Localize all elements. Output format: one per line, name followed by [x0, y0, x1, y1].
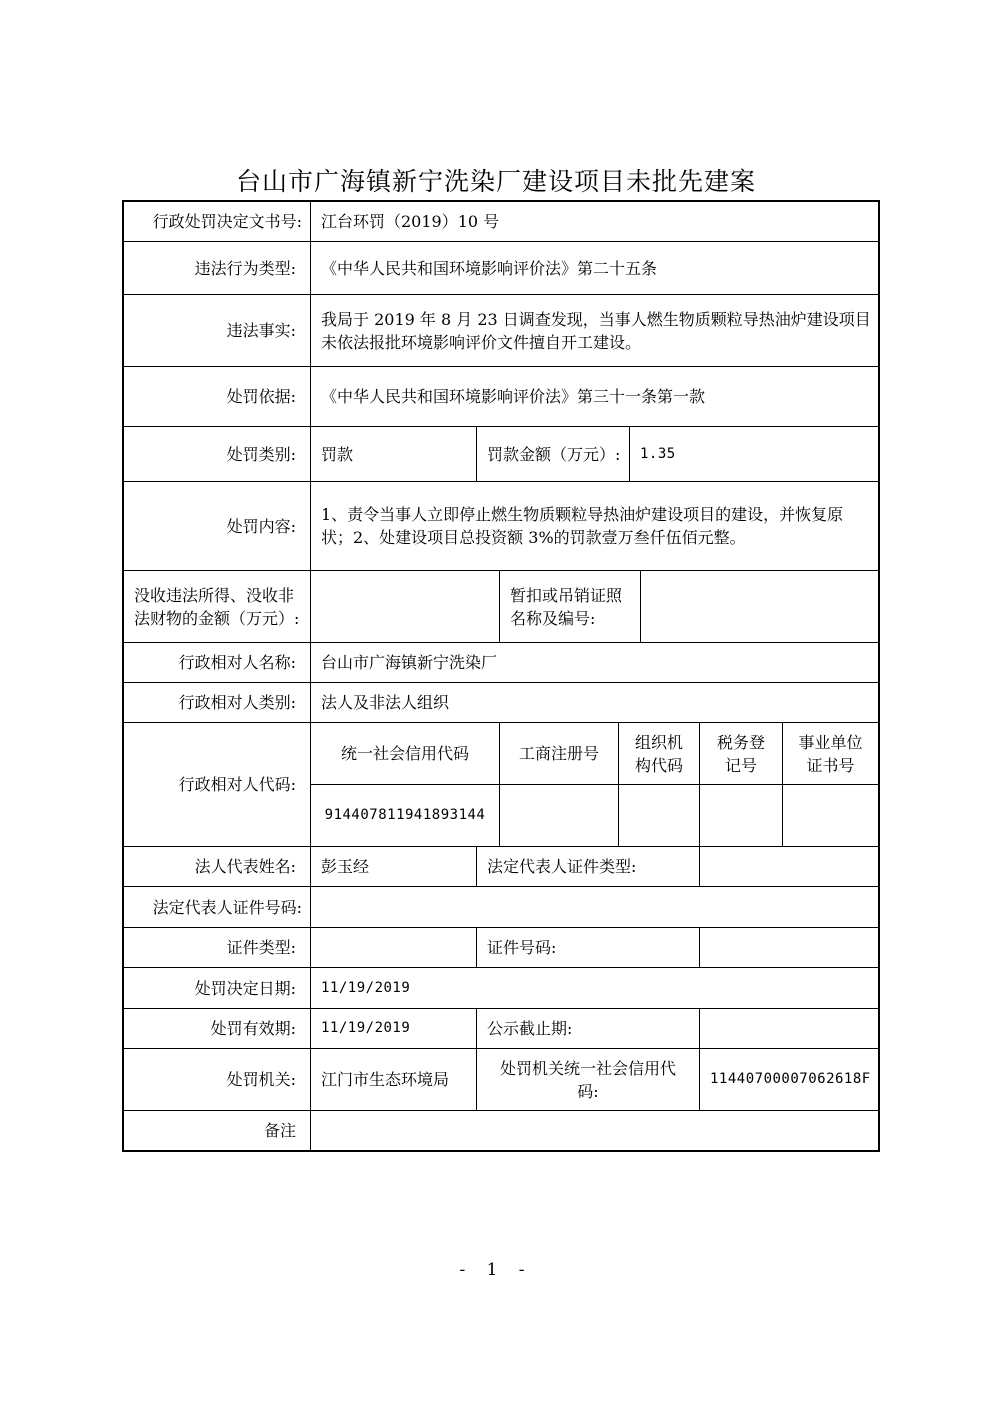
content-value: 1、责令当事人立即停止燃生物质颗粒导热油炉建设项目的建设，并恢复原状；2、处建设项目总投资额 3%的罚款壹万叁仟伍佰元整。: [321, 505, 844, 547]
page-number: - 1 -: [459, 1260, 533, 1280]
deadline-value: [700, 1009, 878, 1048]
authority-code-label: 处罚机关统一社会信用代码:: [499, 1058, 676, 1101]
document-title: 台山市广海镇新宁洗染厂建设项目未批先建案: [235, 167, 756, 196]
remark-value: [311, 1111, 878, 1150]
code-header-credit: 统一社会信用代码: [340, 744, 469, 763]
facts-label: 违法事实:: [226, 321, 296, 340]
fine-label: 罚款金额（万元）:: [487, 444, 621, 464]
code-value-tax: [700, 785, 782, 846]
code-header-business-reg: 工商注册号: [518, 744, 599, 763]
party-name-label: 行政相对人名称:: [178, 653, 296, 672]
code-value-business-reg: [500, 785, 618, 846]
penalty-table: [122, 200, 880, 1152]
rep-cert-no-value: [311, 887, 878, 927]
rep-cert-type-value: [700, 847, 878, 886]
cert-type-value: [311, 928, 476, 967]
authority-label: 处罚机关:: [226, 1070, 296, 1089]
content-label: 处罚内容:: [226, 516, 296, 536]
violation-type-value: 《中华人民共和国环境影响评价法》第二十五条: [321, 258, 658, 278]
legal-rep-label: 法人代表姓名:: [194, 857, 296, 876]
party-code-label: 行政相对人代码:: [178, 775, 296, 794]
legal-rep-value: 彭玉经: [321, 857, 370, 876]
confiscation-value: [311, 571, 499, 642]
basis-value: 《中华人民共和国环境影响评价法》第三十一条第一款: [321, 387, 706, 406]
basis-label: 处罚依据:: [226, 387, 296, 406]
code-header-institution: 事业单位证书号: [798, 732, 863, 775]
violation-type-label: 违法行为类型:: [194, 258, 296, 278]
license-label: 暂扣或吊销证照名称及编号:: [510, 585, 623, 628]
fine-value: 1.35: [640, 445, 676, 462]
code-header-org: 组织机构代码: [634, 732, 683, 775]
cert-no-value: [700, 928, 878, 967]
deadline-label: 公示截止期:: [487, 1019, 573, 1038]
category-label: 处罚类别:: [226, 444, 296, 464]
cert-type-label: 证件类型:: [226, 938, 296, 957]
facts-value: 我局于 2019 年 8 月 23 日调查发现，当事人燃生物质颗粒导热油炉建设项目未依法报批环境影响评价文件擅自开工建设。: [321, 309, 871, 352]
authority-code-value: 11440700007062618F: [710, 1071, 871, 1087]
party-type-value: 法人及非法人组织: [321, 693, 450, 712]
code-value-org: [619, 785, 699, 846]
decision-date-value: 11/19/2019: [321, 979, 411, 996]
doc-no-label: 行政处罚决定文书号:: [152, 212, 302, 231]
code-header-tax: 税务登记号: [716, 732, 765, 775]
remark-label: 备注: [263, 1121, 296, 1140]
authority-value: 江门市生态环境局: [321, 1070, 450, 1089]
cert-no-label: 证件号码:: [487, 938, 557, 957]
rep-cert-type-label: 法定代表人证件类型:: [487, 857, 637, 876]
license-value: [641, 571, 878, 642]
valid-value: 11/19/2019: [321, 1020, 411, 1036]
code-value-institution: [783, 785, 878, 846]
valid-label: 处罚有效期:: [210, 1019, 296, 1038]
decision-date-label: 处罚决定日期:: [194, 978, 296, 998]
doc-no-value: 江台环罚（2019）10 号: [321, 212, 500, 231]
party-name-value: 台山市广海镇新宁洗染厂: [321, 653, 498, 672]
category-value: 罚款: [321, 444, 354, 464]
party-type-label: 行政相对人类别:: [178, 693, 296, 712]
code-value-credit: 914407811941893144: [324, 807, 486, 823]
rep-cert-no-label: 法定代表人证件号码:: [152, 897, 302, 917]
confiscation-label: 没收违法所得、没收非法财物的金额（万元）:: [134, 585, 300, 628]
